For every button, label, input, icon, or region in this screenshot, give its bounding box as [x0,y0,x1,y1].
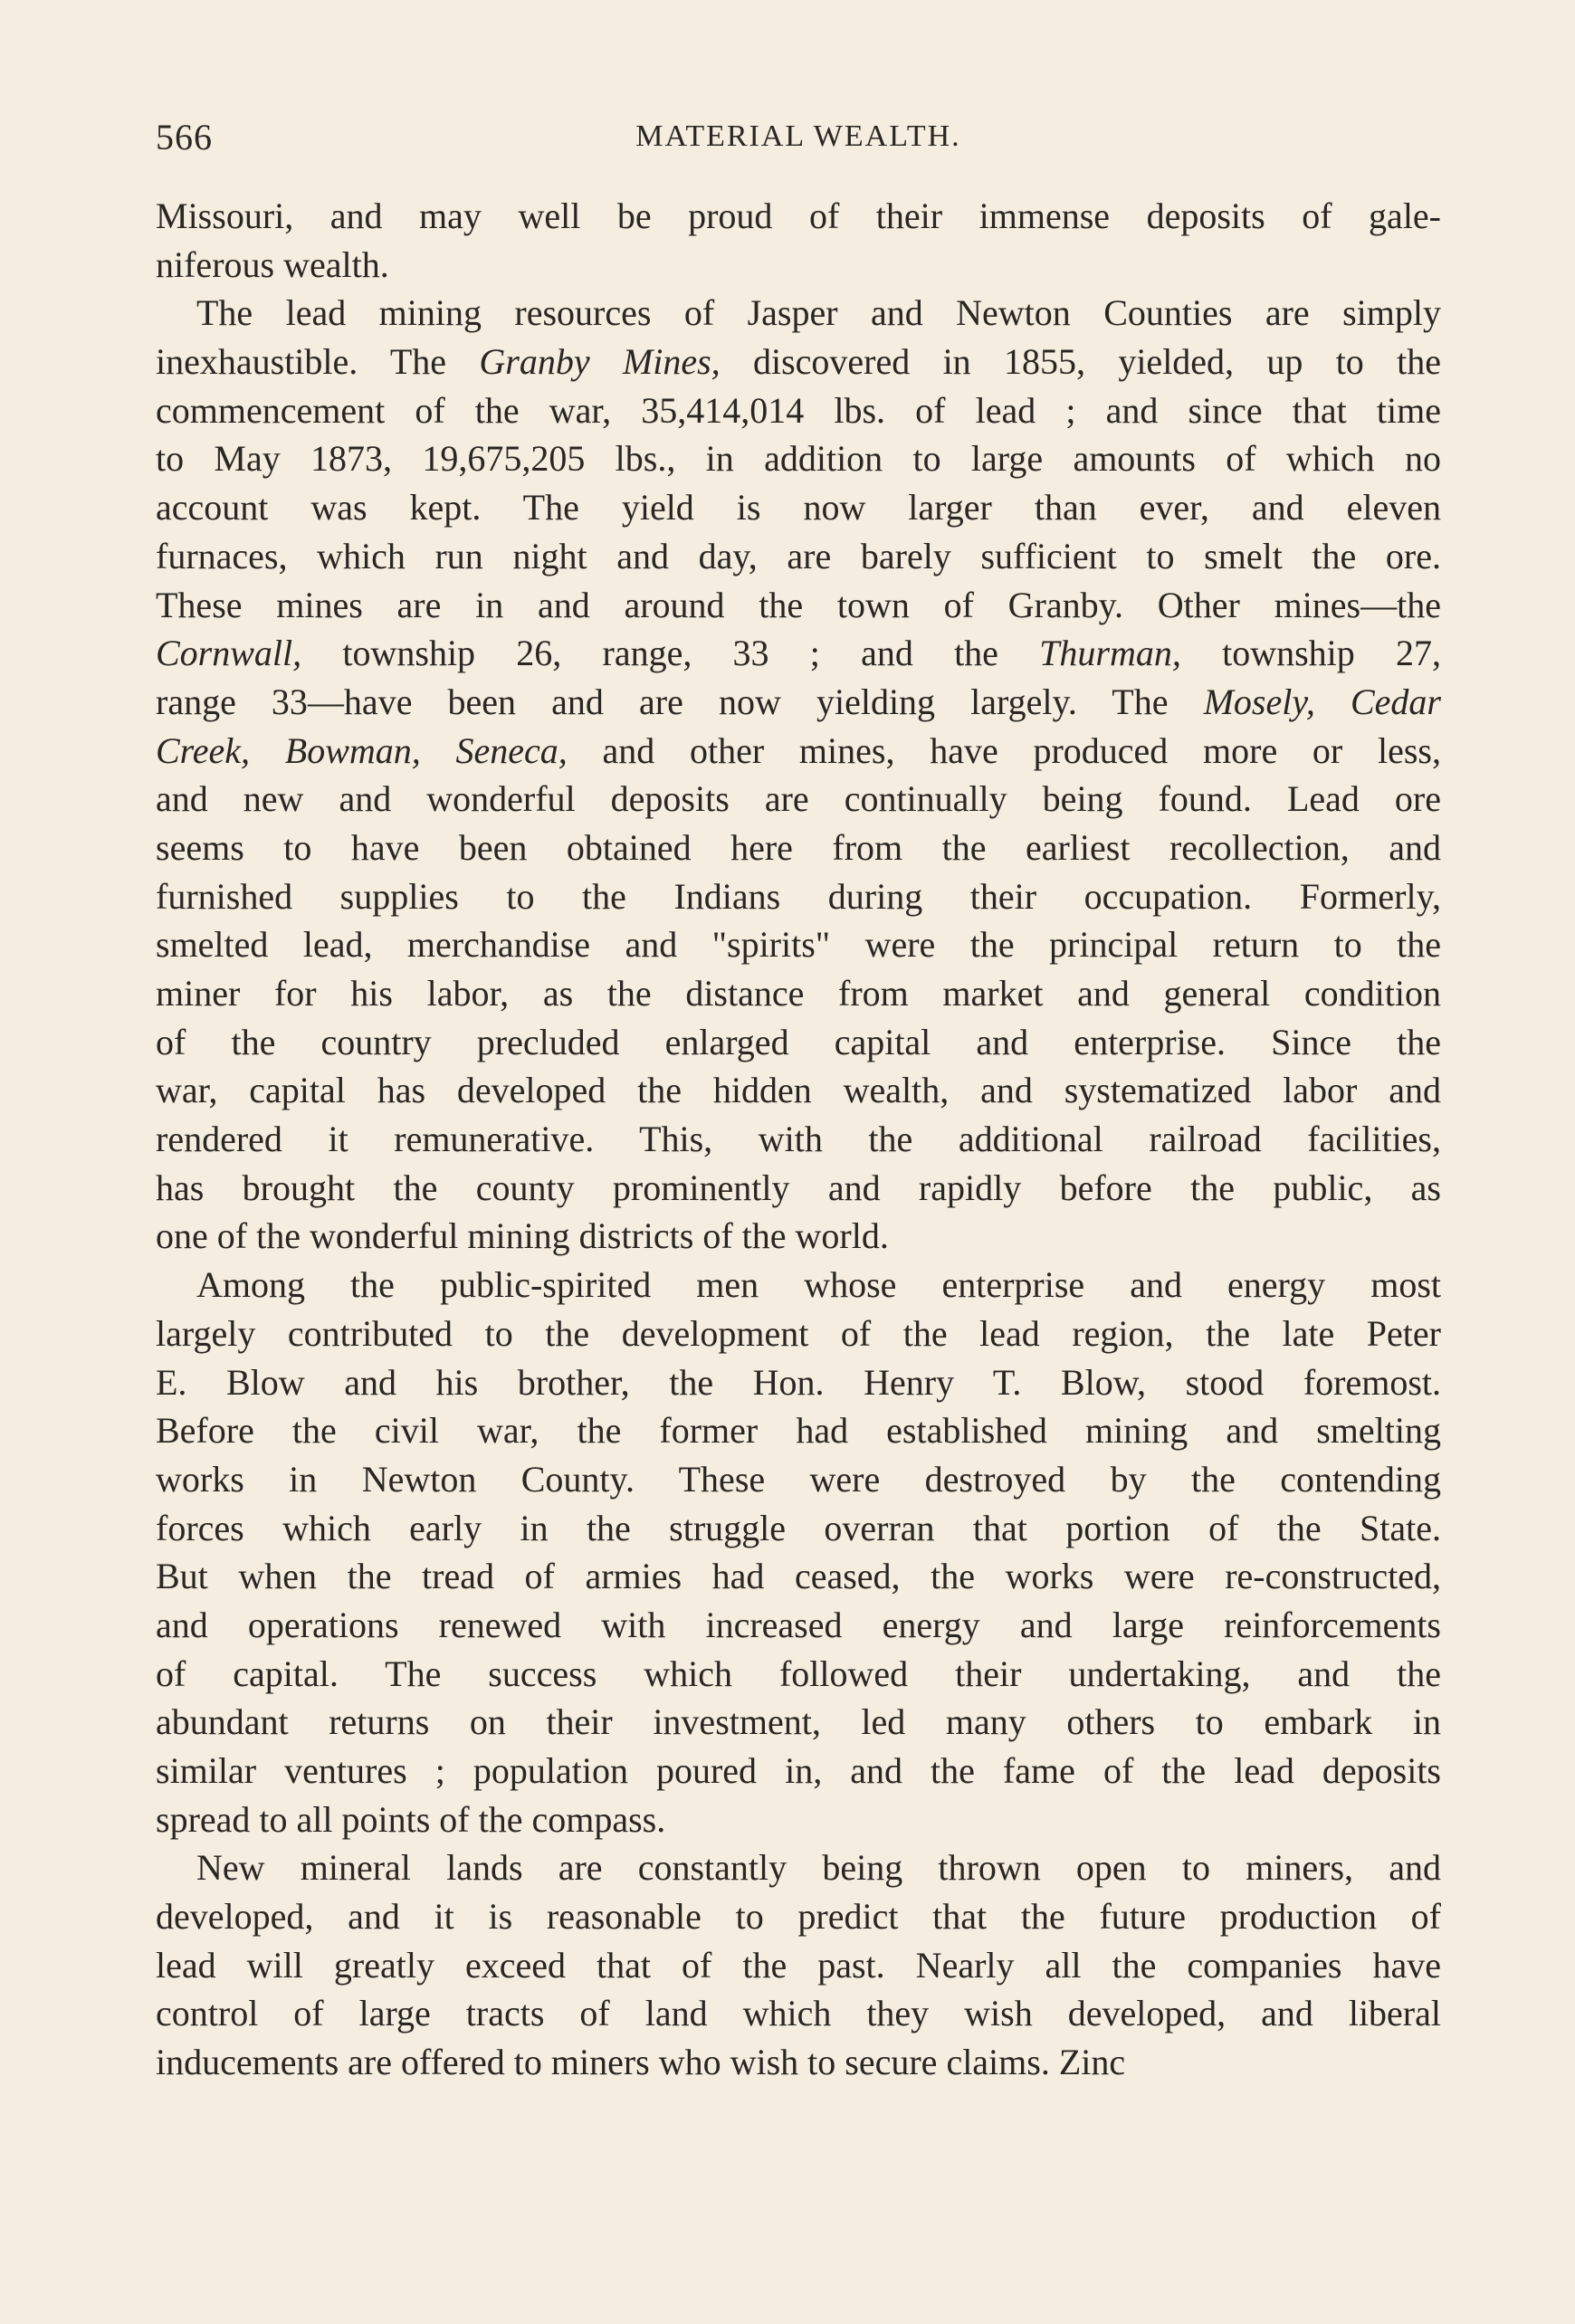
text-line [156,1698,1441,1747]
text-line [156,532,1441,581]
text-run: of capital. The success which followed their undertaking, and the [156,1653,1441,1694]
text-line [156,1310,1441,1358]
text-run: to May 1873, 19,675,205 lbs., in addition to large amounts of which no [156,438,1441,480]
text-line [156,920,1441,969]
text-run: spread to all points of the compass. [156,1798,666,1840]
text-line [156,1892,1441,1941]
text-run: discovered in 1855, yielded, up to the [720,341,1441,383]
text-run: lead will greatly exceed that of the past. Nearly all the companies have [156,1944,1441,1986]
text-line [156,1795,1441,1844]
text-run: and operations renewed with increased energy and large reinforcements [156,1604,1441,1645]
text-line [156,1941,1441,1990]
text-run: inducements are offered to miners who wish to secure claims. Zinc [156,2042,1126,2083]
text-run: seems to have been obtained here from the earliest recollection, and [156,826,1441,868]
text-line [156,1455,1441,1504]
text-run: forces which early in the struggle overran that portion of the State. [156,1507,1441,1548]
text-run: works in Newton County. These were destroyed by the contending [156,1458,1441,1500]
text-run: township 26, range, 33 ; and the [301,633,1040,674]
italic-mine-name: Creek, Bowman, Seneca, [156,729,568,771]
text-line [156,1066,1441,1115]
page-header [156,116,1441,161]
text-line [156,1843,1441,1892]
text-run: E. Blow and his brother, the Hon. Henry T. Blow, stood foremost. [156,1361,1441,1403]
italic-mine-name: Mosely, Cedar [1203,681,1441,722]
text-line [156,1601,1441,1650]
text-line [156,1261,1441,1310]
text-line [156,1212,1441,1261]
text-line [156,581,1441,630]
running-title: MATERIAL WEALTH. [635,119,961,153]
italic-mine-name: Thurman, [1039,633,1181,674]
text-line [156,1747,1441,1795]
text-line [156,483,1441,532]
text-run: Among the public-spirited men whose enterprise and energy most [196,1264,1441,1306]
text-run: largely contributed to the development of the lead region, the late Peter [156,1312,1441,1354]
text-run: and other mines, have produced more or less, [567,729,1441,771]
text-line [156,1164,1441,1213]
text-line [156,872,1441,921]
text-run: township 27, [1180,633,1441,674]
text-line [156,386,1441,435]
body-text [156,192,1441,2087]
text-line [156,1504,1441,1553]
text-line [156,1358,1441,1407]
text-line [156,1552,1441,1601]
text-line [156,1650,1441,1699]
text-line [156,969,1441,1018]
text-run: But when the tread of armies had ceased, the works were re-constructed, [156,1556,1441,1597]
text-line [156,434,1441,483]
text-run: control of large tracts of land which they wish developed, and liberal [156,1993,1441,2034]
text-run: New mineral lands are constantly being thrown open to miners, and [196,1847,1441,1889]
text-run: similar ventures ; population poured in, and the fame of the lead deposits [156,1750,1441,1791]
text-line [156,678,1441,727]
text-line [156,289,1441,338]
text-run: range 33—have been and are now yielding largely. The [156,681,1204,722]
text-run: of the country precluded enlarged capital and enterprise. Since the [156,1021,1441,1062]
italic-mine-name: Granby Mines, [479,341,721,383]
text-run: Missouri, and may well be proud of their immense deposits of gale- [156,195,1441,236]
text-run: account was kept. The yield is now larger than ever, and eleven [156,487,1441,529]
text-run: commencement of the war, 35,414,014 lbs. of lead ; and since that time [156,389,1441,431]
text-run: niferous wealth. [156,243,389,285]
text-run: Before the civil war, the former had established mining and smelting [156,1410,1441,1452]
text-run: one of the wonderful mining districts of the world. [156,1215,889,1257]
text-run: These mines are in and around the town of Granby. Other mines—the [156,584,1441,625]
italic-mine-name: Cornwall, [156,633,302,674]
text-run: smelted lead, merchandise and "spirits" were the principal return to the [156,924,1441,966]
text-line [156,192,1441,241]
text-run: has brought the county prominently and rapidly before the public, as [156,1167,1441,1208]
page-number: 566 [156,117,213,157]
text-run: The lead mining resources of Jasper and Newton Counties are simply [196,292,1441,334]
text-line [156,241,1441,290]
text-line [156,824,1441,872]
text-run: miner for his labor, as the distance from market and general condition [156,973,1441,1014]
text-line [156,338,1441,386]
text-run: war, capital has developed the hidden wealth, and systematized labor and [156,1070,1441,1111]
text-run: abundant returns on their investment, led many others to embark in [156,1701,1441,1743]
text-line [156,2038,1441,2087]
text-line [156,629,1441,678]
text-line [156,1018,1441,1067]
text-run: furnished supplies to the Indians during their occupation. Formerly, [156,875,1441,917]
text-run: furnaces, which run night and day, are barely sufficient to smelt the ore. [156,535,1441,576]
text-run: developed, and it is reasonable to predict that the future production of [156,1896,1441,1938]
text-run: inexhaustible. The [156,341,480,383]
text-line [156,775,1441,824]
text-line [156,1989,1441,2038]
text-line [156,1406,1441,1455]
text-line [156,727,1441,776]
text-line [156,1115,1441,1164]
text-run: and new and wonderful deposits are continually being found. Lead ore [156,778,1441,820]
text-run: rendered it remunerative. This, with the additional railroad facilities, [156,1119,1441,1160]
